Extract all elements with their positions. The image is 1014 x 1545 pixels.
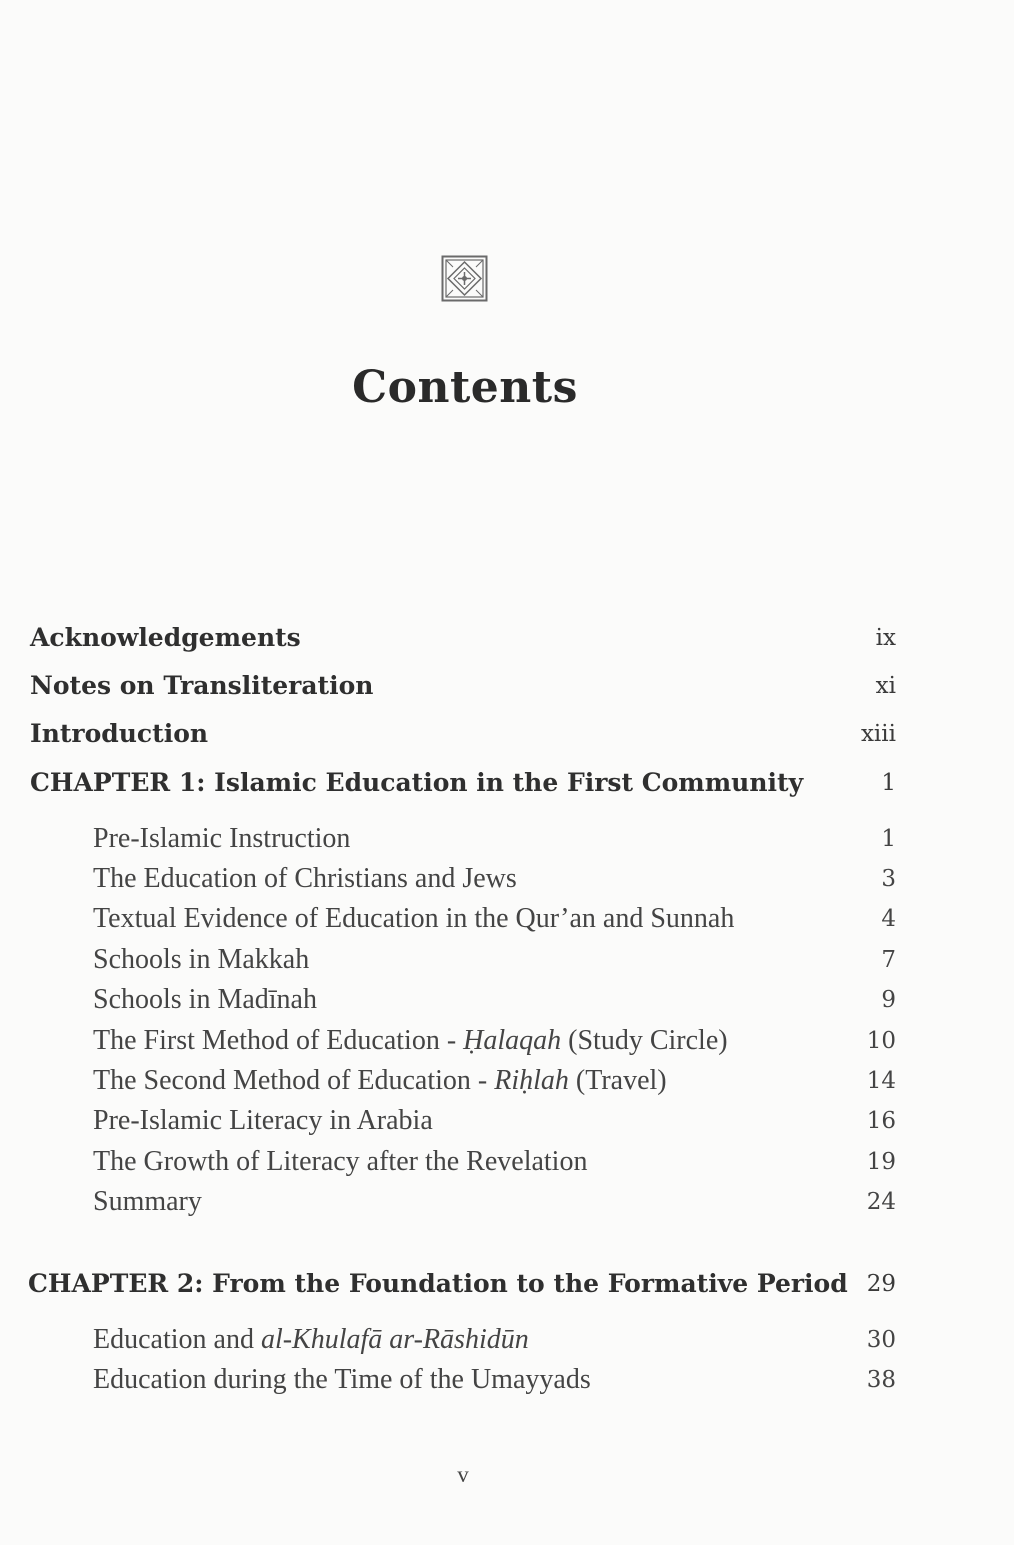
toc-entry-introduction[interactable]: [30, 719, 896, 755]
toc-entry-label: Textual Evidence of Education in the Qur’an and Sunnah: [93, 903, 735, 934]
toc-entry-label: The Growth of Literacy after the Revelation: [93, 1146, 588, 1177]
toc-subentry[interactable]: [93, 1146, 896, 1182]
toc-entry-label: Introduction: [30, 719, 209, 748]
toc-subentry[interactable]: [93, 1025, 896, 1061]
toc-subentry[interactable]: [93, 903, 896, 939]
toc-entry-page: 29: [866, 1271, 896, 1297]
toc-entry-page: 19: [866, 1149, 896, 1175]
page-number: v: [457, 1462, 469, 1487]
toc-entry-page: 14: [866, 1068, 896, 1094]
toc-entry-label: Schools in Madīnah: [93, 984, 317, 1015]
toc-subentry[interactable]: [93, 1364, 896, 1400]
toc-entry-page: 4: [881, 906, 896, 932]
toc-entry-page: ix: [875, 625, 896, 651]
toc-entry-label: The First Method of Education - Ḥalaqah (Study Circle): [93, 1025, 728, 1056]
ornament-icon: [441, 255, 488, 302]
page-title: Contents: [352, 362, 578, 413]
toc-entry-label: The Education of Christians and Jews: [93, 863, 517, 894]
toc-entry-page: 1: [881, 770, 896, 796]
toc-entry-label: CHAPTER 1: Islamic Education in the First Community: [30, 768, 804, 797]
toc-entry-chapter-1[interactable]: [30, 768, 896, 804]
toc-entry-page: 1: [881, 826, 896, 852]
toc-entry-page: 30: [866, 1327, 896, 1353]
toc-subentry[interactable]: [93, 1065, 896, 1101]
toc-entry-page: 10: [866, 1028, 896, 1054]
toc-entry-label: Notes on Transliteration: [30, 671, 374, 700]
toc-entry-acknowledgements[interactable]: [30, 623, 896, 659]
toc-entry-page: 3: [881, 866, 896, 892]
toc-entry-notes-on-transliteration[interactable]: [30, 671, 896, 707]
toc-entry-label: The Second Method of Education - Riḥlah (Travel): [93, 1065, 667, 1096]
toc-entry-page: 24: [866, 1189, 896, 1215]
toc-entry-page: 16: [866, 1108, 896, 1134]
toc-entry-label: Pre-Islamic Literacy in Arabia: [93, 1105, 433, 1136]
toc-subentry[interactable]: [93, 823, 896, 859]
toc-subentry[interactable]: [93, 1186, 896, 1222]
toc-entry-label: Education during the Time of the Umayyads: [93, 1364, 591, 1395]
toc-entry-label: CHAPTER 2: From the Foundation to the Formative Period: [28, 1269, 848, 1298]
toc-subentry[interactable]: [93, 863, 896, 899]
toc-entry-page: xiii: [860, 721, 896, 747]
toc-entry-page: 9: [881, 987, 896, 1013]
toc-entry-label: Schools in Makkah: [93, 944, 310, 975]
toc-entry-label: Pre-Islamic Instruction: [93, 823, 351, 854]
toc-entry-label: Education and al-Khulafā ar-Rāshidūn: [93, 1324, 529, 1355]
toc-subentry[interactable]: [93, 1324, 896, 1360]
toc-entry-chapter-2[interactable]: [28, 1269, 896, 1305]
toc-entry-page: 7: [881, 947, 896, 973]
toc-subentry[interactable]: [93, 944, 896, 980]
toc-entry-page: 38: [866, 1367, 896, 1393]
toc-entry-label: Acknowledgements: [30, 623, 301, 652]
toc-subentry[interactable]: [93, 1105, 896, 1141]
toc-entry-label: Summary: [93, 1186, 202, 1217]
toc-entry-page: xi: [875, 673, 896, 699]
toc-subentry[interactable]: [93, 984, 896, 1020]
